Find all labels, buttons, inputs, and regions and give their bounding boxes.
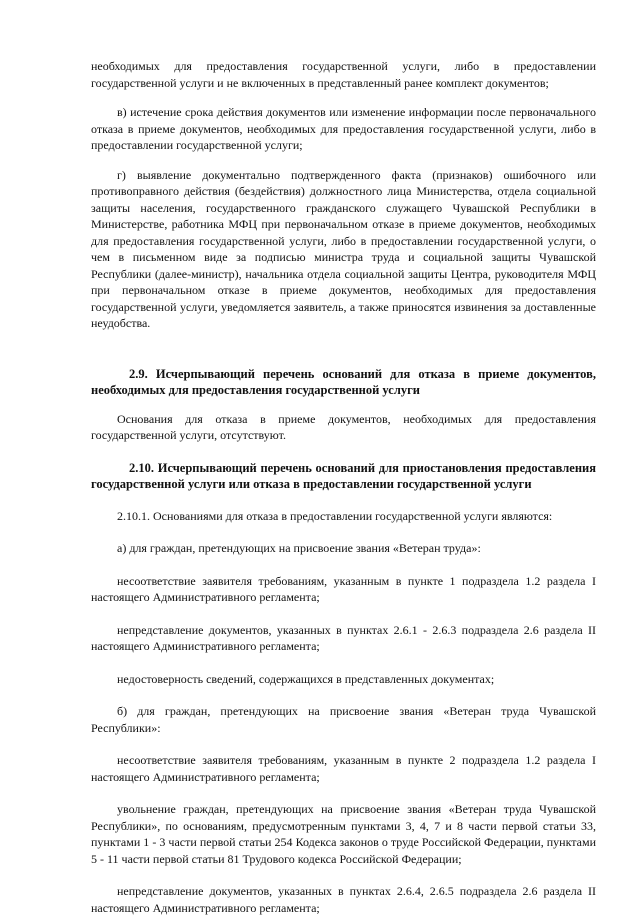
paragraph-item-b: б) для граждан, претендующих на присвоение звания «Ветеран труда Чувашской Республики»:: [91, 704, 596, 735]
paragraph-no-grounds: Основания для отказа в приеме документов, необходимых для предоставления государственной услуги, отсутствуют.: [91, 411, 596, 442]
paragraph-false-info: недостоверность сведений, содержащихся в представленных документах;: [117, 671, 495, 686]
document-page: [91, 58, 596, 916]
paragraph-dismissal: увольнение граждан, претендующих на присвоение звания «Ветеран труда Чувашской Республики», по основаниям, предусмотренным пунктами 3, 4, 7 и 8 части первой статьи 33, пунктами 1 - 3 части первой статьи 254 Кодекса законов о труде Российской Федерации, пунктами 5 - 11 части первой статьи 81 Трудового кодекса Российской Федерации;: [91, 802, 596, 866]
paragraph-item-v: в) истечение срока действия документов или изменение информации после первоначального отказа в приеме документов, необходимых для предоставления государственной услуги, либо в предоставлении государственной услуги;: [91, 105, 596, 152]
paragraph-missing-docs-1: непредставление документов, указанных в пунктах 2.6.1 - 2.6.3 подраздела 2.6 раздела II настоящего Административного регламента;: [91, 622, 596, 653]
paragraph-mismatch-2: несоответствие заявителя требованиям, указанным в пункте 2 подраздела 1.2 раздела I настоящего Административного регламента;: [91, 753, 596, 784]
section-heading-2-10: 2.10. Исчерпывающий перечень оснований для приостановления предоставления государственной услуги или отказа в предоставлении государственной услуги: [91, 460, 596, 491]
paragraph-item-a: а) для граждан, претендующих на присвоение звания «Ветеран труда»:: [117, 541, 481, 555]
paragraph-missing-docs-2: непредставление документов, указанных в пунктах 2.6.4, 2.6.5 подраздела 2.6 раздела II настоящего Административного регламента;: [91, 884, 596, 915]
paragraph-continuation: необходимых для предоставления государственной услуги, либо в предоставлении государственной услуги и не включенных в представленный ранее комплект документов;: [91, 59, 596, 90]
section-heading-2-9: 2.9. Исчерпывающий перечень оснований для отказа в приеме документов, необходимых для предоставления государственной услуги: [91, 366, 596, 397]
paragraph-item-g: г) выявление документально подтвержденного факта (признаков) ошибочного или противоправного действия (бездействия) должностного лица Министерства, отдела социальной защиты населения, государственного гражданского служащего Чувашской Республики в Министерстве, работника МФЦ при первоначальном отказе в приеме документов, необходимых для предоставления государственной услуги, либо в предоставлении государственной услуги, о чем в письменном виде за подписью министра труда и социальной защиты Чувашской Республики (далее-министр), начальника отдела социальной защиты Центра, руководителя МФЦ при первоначальном отказе в приеме документов, необходимых для предоставления государственной услуги, уведомляется заявитель, а также приносятся извинения за доставленные неудобства.: [91, 167, 596, 330]
paragraph-2-10-1: 2.10.1. Основаниями для отказа в предоставлении государственной услуги являются:: [117, 508, 553, 523]
paragraph-mismatch-1: несоответствие заявителя требованиям, указанным в пункте 1 подраздела 1.2 раздела I настоящего Административного регламента;: [91, 573, 596, 604]
